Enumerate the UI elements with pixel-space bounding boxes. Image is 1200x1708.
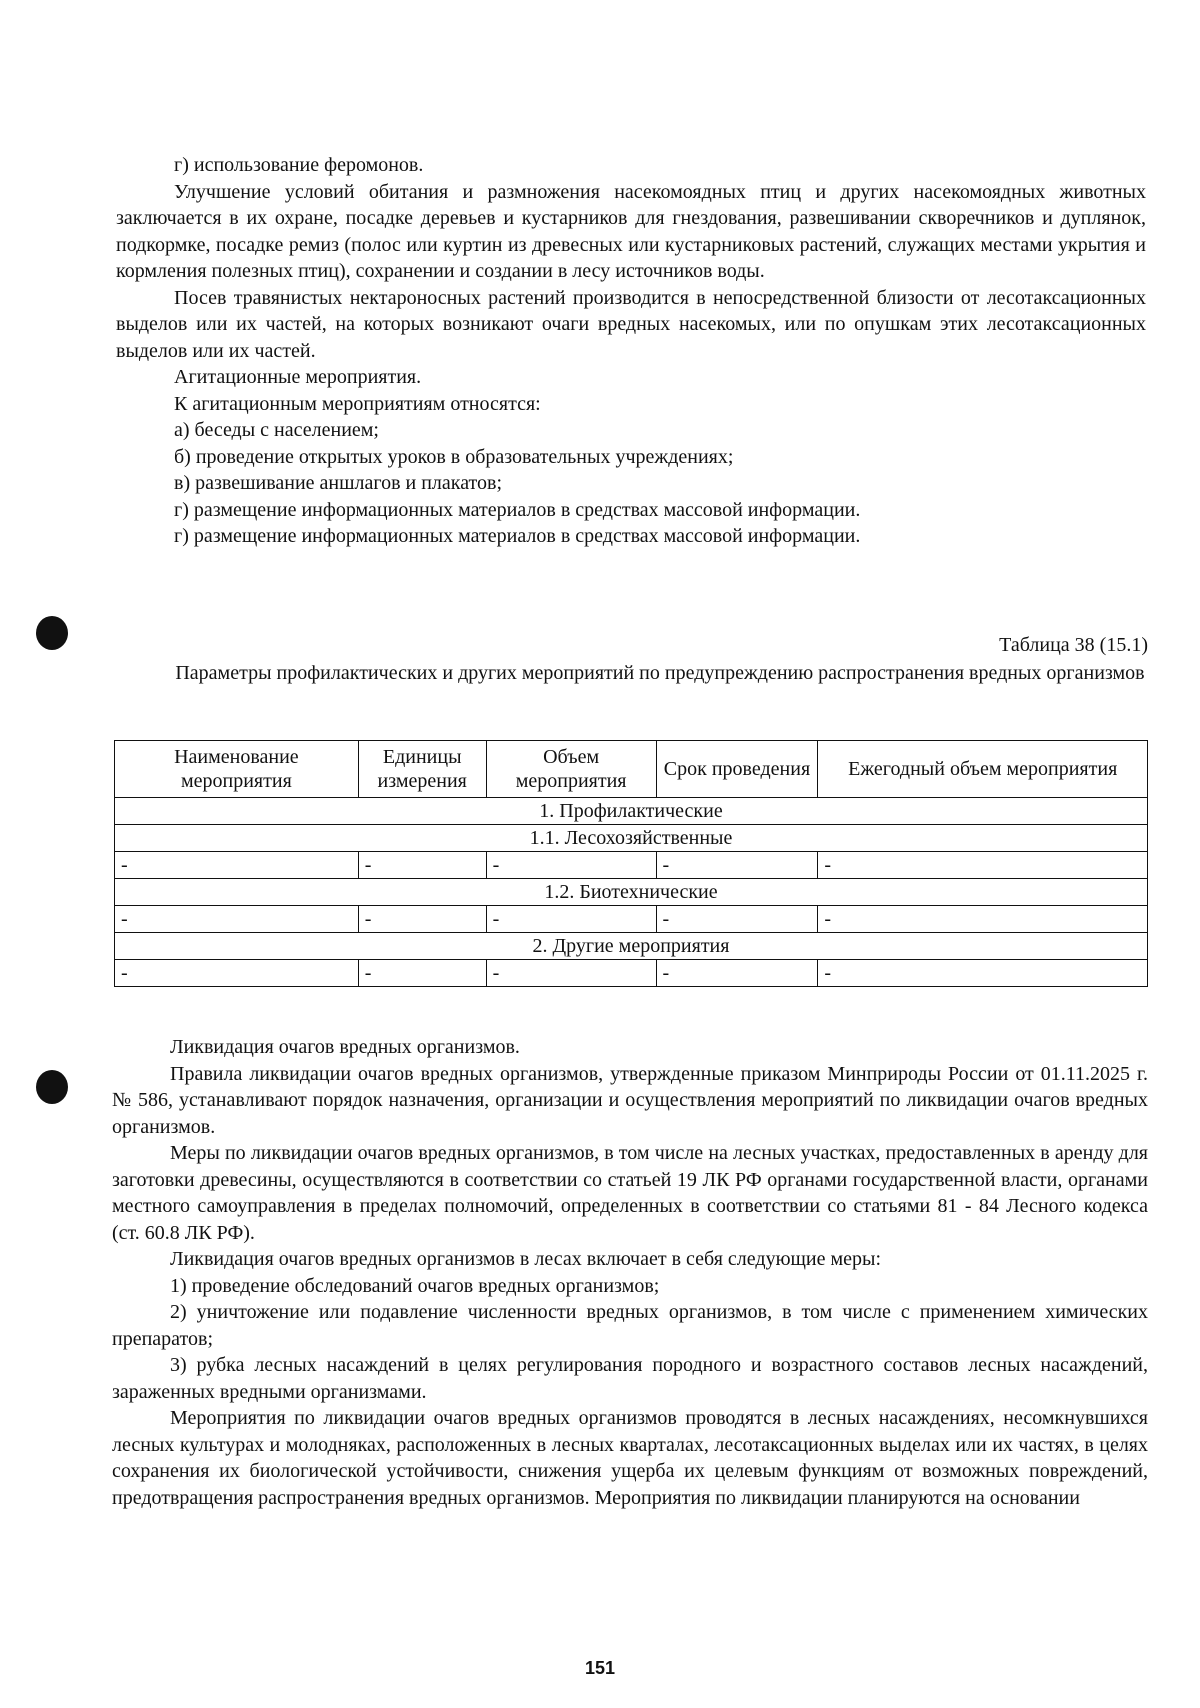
- punch-hole-bottom: [36, 1070, 68, 1104]
- header-cell: Наименование мероприятия: [115, 741, 359, 798]
- table-row: [115, 852, 1148, 879]
- list-item: 3) рубка лесных насаждений в целях регулирования породного и возрастного составов лесных насаждений, зараженных вредными организмами.: [112, 1354, 1148, 1403]
- section-cell: 2. Другие мероприятия: [115, 933, 1148, 960]
- list-item: г) использование феромонов.: [174, 154, 424, 176]
- paragraph: К агитационным мероприятиям относятся:: [174, 392, 541, 415]
- header-cell: Объем мероприятия: [486, 741, 656, 798]
- table-cell: -: [818, 960, 1148, 987]
- measures-table: [114, 740, 1148, 987]
- table-cell: -: [358, 906, 486, 933]
- section-heading: Ликвидация очагов вредных организмов.: [170, 1036, 520, 1058]
- list-item: 2) уничтожение или подавление численности вредных организмов, в том числе с применением химических препаратов;: [112, 1301, 1148, 1350]
- section-cell: 1. Профилактические: [115, 798, 1148, 825]
- table-number: Таблица 38 (15.1): [999, 634, 1148, 656]
- table-cell: -: [656, 906, 818, 933]
- list-item: г) размещение информационных материалов в средствах массовой информации.: [174, 498, 861, 521]
- table-section-row: [115, 798, 1148, 825]
- table-cell: -: [358, 852, 486, 879]
- table-section-row: [115, 825, 1148, 852]
- table-cell: -: [358, 960, 486, 987]
- table-cell: -: [115, 906, 359, 933]
- table-cell: -: [656, 960, 818, 987]
- table-row: [115, 906, 1148, 933]
- list-item: а) беседы с населением;: [174, 419, 379, 441]
- list-item: в) развешивание аншлагов и плакатов;: [174, 472, 503, 494]
- bottom-text-block: [112, 1034, 1148, 1511]
- header-cell: Ежегодный объем мероприятия: [818, 741, 1148, 798]
- table-cell: -: [486, 906, 656, 933]
- table-cell: -: [486, 960, 656, 987]
- table-header-row: [115, 741, 1148, 798]
- section-heading: Агитационные мероприятия.: [174, 366, 422, 388]
- list-item: г) размещение информационных материалов в средствах массовой информации.: [174, 525, 861, 547]
- table-cell: -: [818, 906, 1148, 933]
- paragraph: Посев травянистых нектароносных растений производится в непосредственной близости от лесотаксационных выделов или их частей, на которых возникают очаги вредных насекомых, или по опушкам этих лесотаксационных выделов или их частей.: [116, 286, 1146, 362]
- list-item: б) проведение открытых уроков в образовательных учреждениях;: [174, 445, 734, 468]
- section-cell: 1.1. Лесохозяйственные: [115, 825, 1148, 852]
- top-text-block: [116, 152, 1146, 550]
- table-section-row: [115, 933, 1148, 960]
- table-cell: -: [115, 852, 359, 879]
- table-cell: -: [115, 960, 359, 987]
- table-cell: -: [486, 852, 656, 879]
- header-cell: Единицы измерения: [358, 741, 486, 798]
- paragraph: Мероприятия по ликвидации очагов вредных организмов проводятся в лесных насаждениях, несомкнувшихся лесных культурах и молодняках, расположенных в лесных кварталах, лесотаксационных выделах или их частях, в целях сохранения их биологической устойчивости, снижения ущерба их целевым функциям от возможных повреждений, предотвращения распространения вредных организмов. Мероприятия по ликвидации планируются на основании: [112, 1407, 1148, 1509]
- paragraph: Ликвидация очагов вредных организмов в лесах включает в себя следующие меры:: [170, 1248, 882, 1270]
- list-item: 1) проведение обследований очагов вредных организмов;: [170, 1274, 660, 1297]
- paragraph: Правила ликвидации очагов вредных организмов, утвержденные приказом Минприроды России от 01.11.2025 г. № 586, устанавливают порядок назначения, организации и осуществления мероприятий по ликвидации очагов вредных организмов.: [112, 1062, 1148, 1138]
- table-row: [115, 960, 1148, 987]
- table-title: Параметры профилактических и других мероприятий по предупреждению распространения вредных организмов: [175, 662, 1145, 684]
- paragraph: Меры по ликвидации очагов вредных организмов, в том числе на лесных участках, предоставленных в аренду для заготовки древесины, осуществляются в соответствии со статьей 19 ЛК РФ органами государственной власти, органами местного самоуправления в пределах полномочий, определенных в соответствии со статьями 81 - 84 Лесного кодекса (ст. 60.8 ЛК РФ).: [112, 1142, 1148, 1244]
- page-number: 151: [584, 1658, 616, 1678]
- table-cell: -: [818, 852, 1148, 879]
- punch-hole-top: [36, 616, 68, 650]
- table-section-row: [115, 879, 1148, 906]
- paragraph: Улучшение условий обитания и размножения насекомоядных птиц и других насекомоядных животных заключается в их охране, посадке деревьев и кустарников для гнездования, развешивании скворечников и дуплянок, подкормке, посадке ремиз (полос или куртин из древесных или кустарниковых растений, служащих местами укрытия и кормления полезных птиц), сохранении и создании в лесу источников воды.: [116, 180, 1146, 282]
- header-cell: Срок проведения: [656, 741, 818, 798]
- table-cell: -: [656, 852, 818, 879]
- section-cell: 1.2. Биотехнические: [115, 879, 1148, 906]
